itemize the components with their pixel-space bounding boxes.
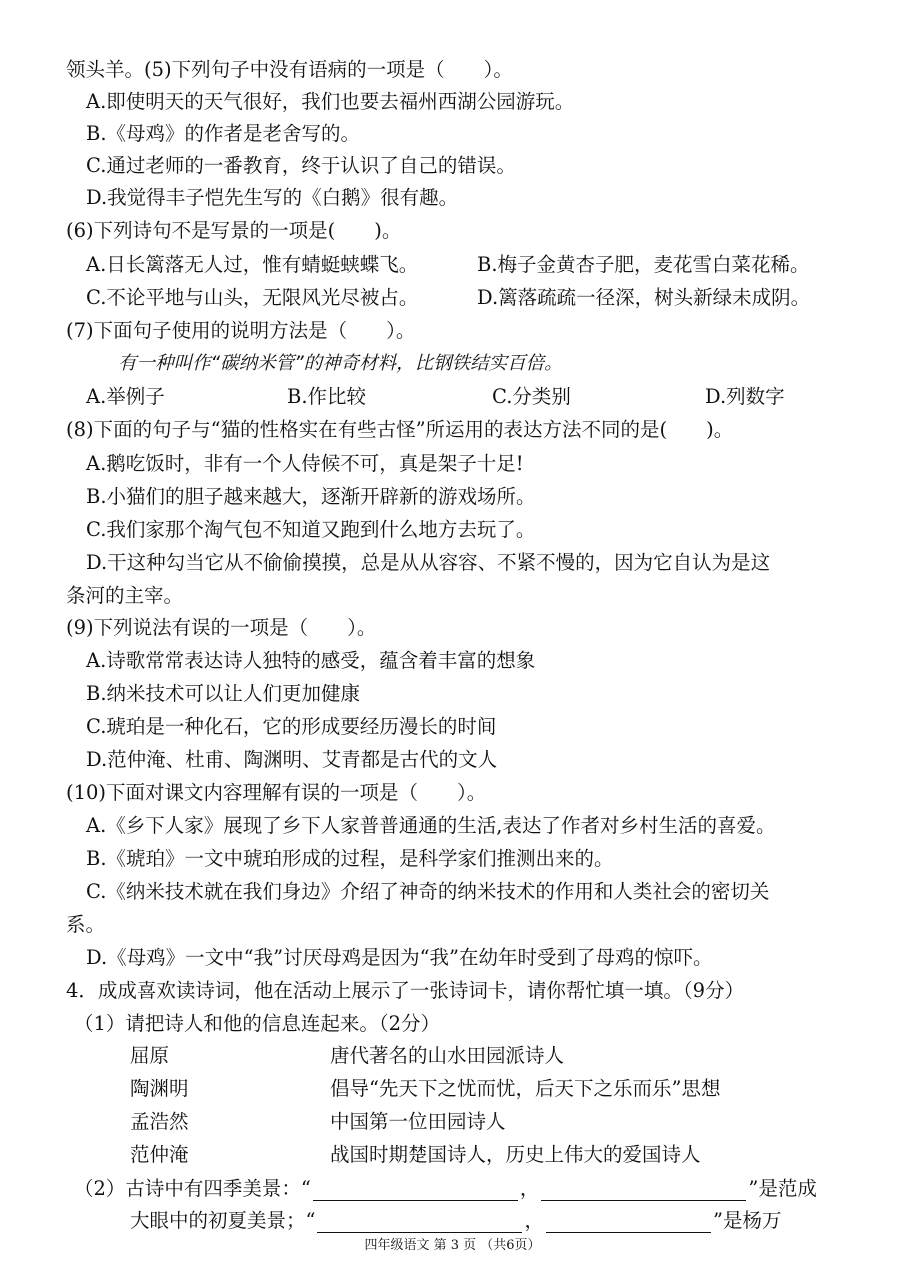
part2b-prefix: 大眼中的初夏美景；“	[130, 1209, 316, 1232]
q5-option-d: D.我觉得丰子恺先生写的《白鹅》很有趣。	[86, 186, 459, 209]
q7-option-b: B.作比较	[287, 385, 367, 408]
q4-stem: 4．成成喜欢读诗词，他在活动上展示了一张诗词卡，请你帮忙填一填。（9分）	[66, 979, 745, 1002]
page-footer: 四年级语文 第 3 页 （共6页）	[364, 1238, 541, 1253]
poet-name: 陶渊明	[130, 1077, 189, 1100]
poet-name: 范仲淹	[130, 1143, 189, 1166]
q9-option-c: C.琥珀是一种化石，它的形成要经历漫长的时间	[86, 715, 497, 738]
q7-stem: (7)下面句子使用的说明方法是（ ）。	[66, 319, 416, 342]
q8-option-a: A.鹅吃饭时，非有一个人侍候不可，真是架子十足!	[86, 452, 524, 475]
part2-suffix: ”是范成	[748, 1177, 817, 1200]
answer-blank[interactable]	[317, 1212, 522, 1233]
poet-info: 倡导“先天下之忧而忧，后天下之乐而乐”思想	[330, 1077, 721, 1100]
q6-option-b: B.梅子金黄杏子肥，麦花雪白菜花稀。	[477, 253, 810, 276]
part2b-suffix: ”是杨万	[713, 1209, 782, 1232]
q8-stem: (8)下面的句子与“猫的性格实在有些古怪”所运用的表达方法不同的是( )。	[66, 418, 734, 441]
q10-option-d: D.《母鸡》一文中“我”讨厌母鸡是因为“我”在幼年时受到了母鸡的惊吓。	[86, 946, 713, 969]
answer-blank[interactable]	[313, 1180, 518, 1201]
q10-option-a: A.《乡下人家》展现了乡下人家普普通通的生活,表达了作者对乡村生活的喜爱。	[86, 814, 776, 837]
q5-option-c: C.通过老师的一番教育，终于认识了自己的错误。	[86, 154, 516, 177]
q6-option-c: C.不论平地与山头，无限风光尽被占。	[86, 286, 419, 309]
q7-option-d: D.列数字	[705, 385, 785, 408]
q5-lead: 领头羊。(5)下列句子中没有语病的一项是（ ）。	[66, 58, 513, 81]
q5-option-b: B.《母鸡》的作者是老舍写的。	[86, 122, 361, 145]
poet-info: 中国第一位田园诗人	[330, 1110, 506, 1133]
q10-stem: (10)下面对课文内容理解有误的一项是（ ）。	[66, 781, 487, 804]
q9-option-b: B.纳米技术可以让人们更加健康	[86, 682, 361, 705]
poet-name: 屈原	[130, 1044, 170, 1067]
part2-comma: ，	[519, 1177, 540, 1200]
q5-option-a: A.即使明天的天气很好，我们也要去福州西湖公园游玩。	[86, 90, 575, 113]
answer-blank[interactable]	[546, 1212, 711, 1233]
q4-part1-title: （1）请把诗人和他的信息连起来。（2分）	[74, 1012, 441, 1035]
q8-option-c: C.我们家那个淘气包不知道又跑到什么地方去玩了。	[86, 518, 536, 541]
poet-info: 战国时期楚国诗人，历史上伟大的爱国诗人	[330, 1143, 701, 1166]
q6-option-d: D.篱落疏疏一径深，树头新绿未成阴。	[477, 286, 811, 309]
part2-prefix: （2）古诗中有四季美景：“	[74, 1177, 311, 1200]
q6-option-a: A.日长篱落无人过，惟有蜻蜓蛱蝶飞。	[86, 253, 419, 276]
q10-option-c-continued: 系。	[66, 913, 106, 936]
q9-option-d: D.范仲淹、杜甫、陶渊明、艾青都是古代的文人	[86, 748, 498, 771]
q9-option-a: A.诗歌常常表达诗人独特的感受，蕴含着丰富的想象	[86, 649, 536, 672]
q10-option-b: B.《琥珀》一文中琥珀形成的过程，是科学家们推测出来的。	[86, 847, 614, 870]
q7-option-c: C.分类别	[492, 385, 571, 408]
poet-info: 唐代著名的山水田园派诗人	[330, 1044, 565, 1067]
q6-stem: (6)下列诗句不是写景的一项是( )。	[66, 219, 402, 242]
q4-part2-line1	[74, 1177, 817, 1201]
q8-option-b: B.小猫们的胆子越来越大，逐渐开辟新的游戏场所。	[86, 485, 536, 508]
q10-option-c: C.《纳米技术就在我们身边》介绍了神奇的纳米技术的作用和人类社会的密切关	[86, 880, 770, 903]
q4-part2-line2	[130, 1209, 781, 1233]
q8-option-d: D.干这种勾当它从不偷偷摸摸，总是从从容容、不紧不慢的，因为它自认为是这	[86, 551, 771, 574]
poet-name: 孟浩然	[130, 1110, 189, 1133]
part2b-comma: ，	[524, 1209, 544, 1232]
q8-option-d-continued: 条河的主宰。	[66, 584, 184, 607]
q9-stem: (9)下列说法有误的一项是（ ）。	[66, 616, 377, 639]
q7-quote: 有一种叫作“碳纳米管”的神奇材料，比钢铁结实百倍。	[118, 353, 563, 374]
answer-blank[interactable]	[541, 1180, 746, 1201]
q7-option-a: A.举例子	[86, 385, 165, 408]
